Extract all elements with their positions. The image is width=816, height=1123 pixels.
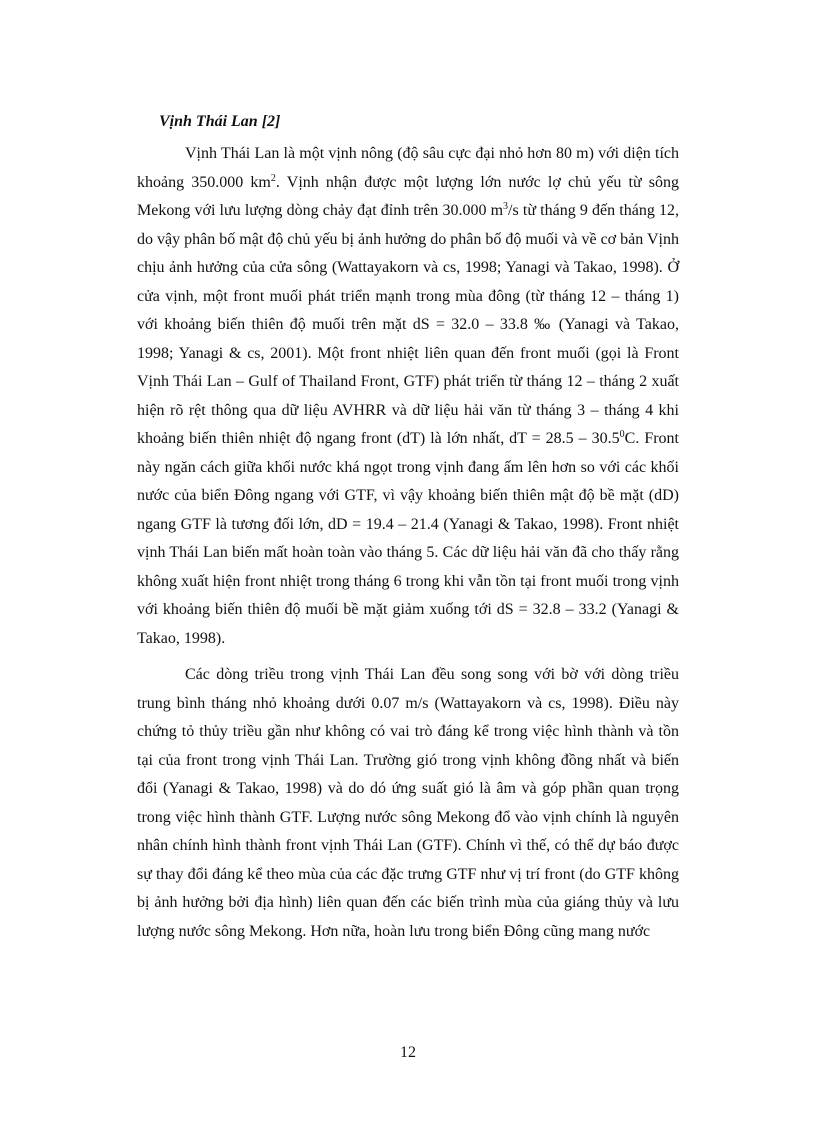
superscript-degree: 0 bbox=[619, 429, 625, 440]
paragraph-1-text-1: Vịnh Thái Lan là một vịnh nông (độ sâu cực đại nhỏ hơn 80 m) với diện tích khoảng 350.000 km bbox=[137, 145, 679, 191]
section-heading: Vịnh Thái Lan [2] bbox=[159, 113, 281, 130]
page-body bbox=[137, 112, 679, 954]
page-number: 12 bbox=[400, 1044, 416, 1061]
paragraph-1-text-2: . Vịnh nhận được một lượng lớn nước lợ chủ yếu từ sông Mekong với lưu lượng dòng chảy đạt đỉnh trên 30.000 m bbox=[137, 173, 680, 219]
superscript-m3: 3 bbox=[503, 201, 509, 212]
paragraph-1-text-4: C. Front này ngăn cách giữa khối nước khá ngọt trong vịnh đang ấm lên hơn so với các khối nước của biển Đông ngang với GTF, vì vậy khoảng biến thiên mật độ bề mặt (dD) ngang GTF là tương đối lớn, dD = 19.4 – 21.4 (Yanagi & Takao, 1998). Front nhiệt vịnh Thái Lan biến mất hoàn toàn vào tháng 5. Các dữ liệu hải văn đã cho thấy rằng không xuất hiện front nhiệt trong tháng 6 trong khi vẫn tồn tại front muối trong vịnh với khoảng biến thiên độ muối bề mặt giảm xuống tới dS = 32.8 – 33.2 (Yanagi & Takao, 1998). bbox=[137, 430, 679, 647]
paragraph-1 bbox=[137, 140, 679, 653]
superscript-km2: 2 bbox=[270, 172, 276, 184]
paragraph-2: Các dòng triều trong vịnh Thái Lan đều song song với bờ với dòng triều trung bình tháng nhỏ khoảng dưới 0.07 m/s (Wattayakorn và cs, 1998). Điều này chứng tỏ thủy triều gần như không có vai trò đáng kể trong việc hình thành và tồn tại của front trong vịnh Thái Lan. Trường gió trong vịnh không đồng nhất và biến đổi (Yanagi & Takao, 1998) và do dó ứng suất gió là âm và góp phần quan trọng trong việc hình thành GTF. Lượng nước sông Mekong đổ vào vịnh chính là nguyên nhân chính hình thành front vịnh Thái Lan (GTF). Chính vì thế, có thể dự báo được sự thay đổi đáng kể theo mùa của các đặc trưng GTF như vị trí front (do GTF không bị ảnh hưởng bởi địa hình) liên quan đến các biến trình mùa của giáng thủy và lưu lượng nước sông Mekong. Hơn nữa, hoàn lưu trong biển Đông cũng mang nước bbox=[137, 666, 679, 940]
paragraph-1-text-3: /s từ tháng 9 đến tháng 12, do vậy phân bố mật độ chủ yếu bị ảnh hưởng do phân bố độ muối và về cơ bản Vịnh chịu ảnh hưởng của cửa sông (Wattayakorn và cs, 1998; Yanagi và Takao, 1998). Ở cửa vịnh, một front muối phát triển mạnh trong mùa đông (từ tháng 12 – tháng 1) với khoảng biến thiên độ muối trên mặt dS = 32.0 – 33.8 ‰ (Yanagi và Takao, 1998; Yanagi & cs, 2001). Một front nhiệt liên quan đến front muối (gọi là Front Vịnh Thái Lan – Gulf of Thailand Front, GTF) phát triển từ tháng 12 – tháng 2 xuất hiện rõ rệt thông qua dữ liệu AVHRR và dữ liệu hải văn từ tháng 3 – tháng 4 khi khoảng biến thiên nhiệt độ ngang front (dT) là lớn nhất, dT = 28.5 – 30.5 bbox=[137, 202, 679, 447]
